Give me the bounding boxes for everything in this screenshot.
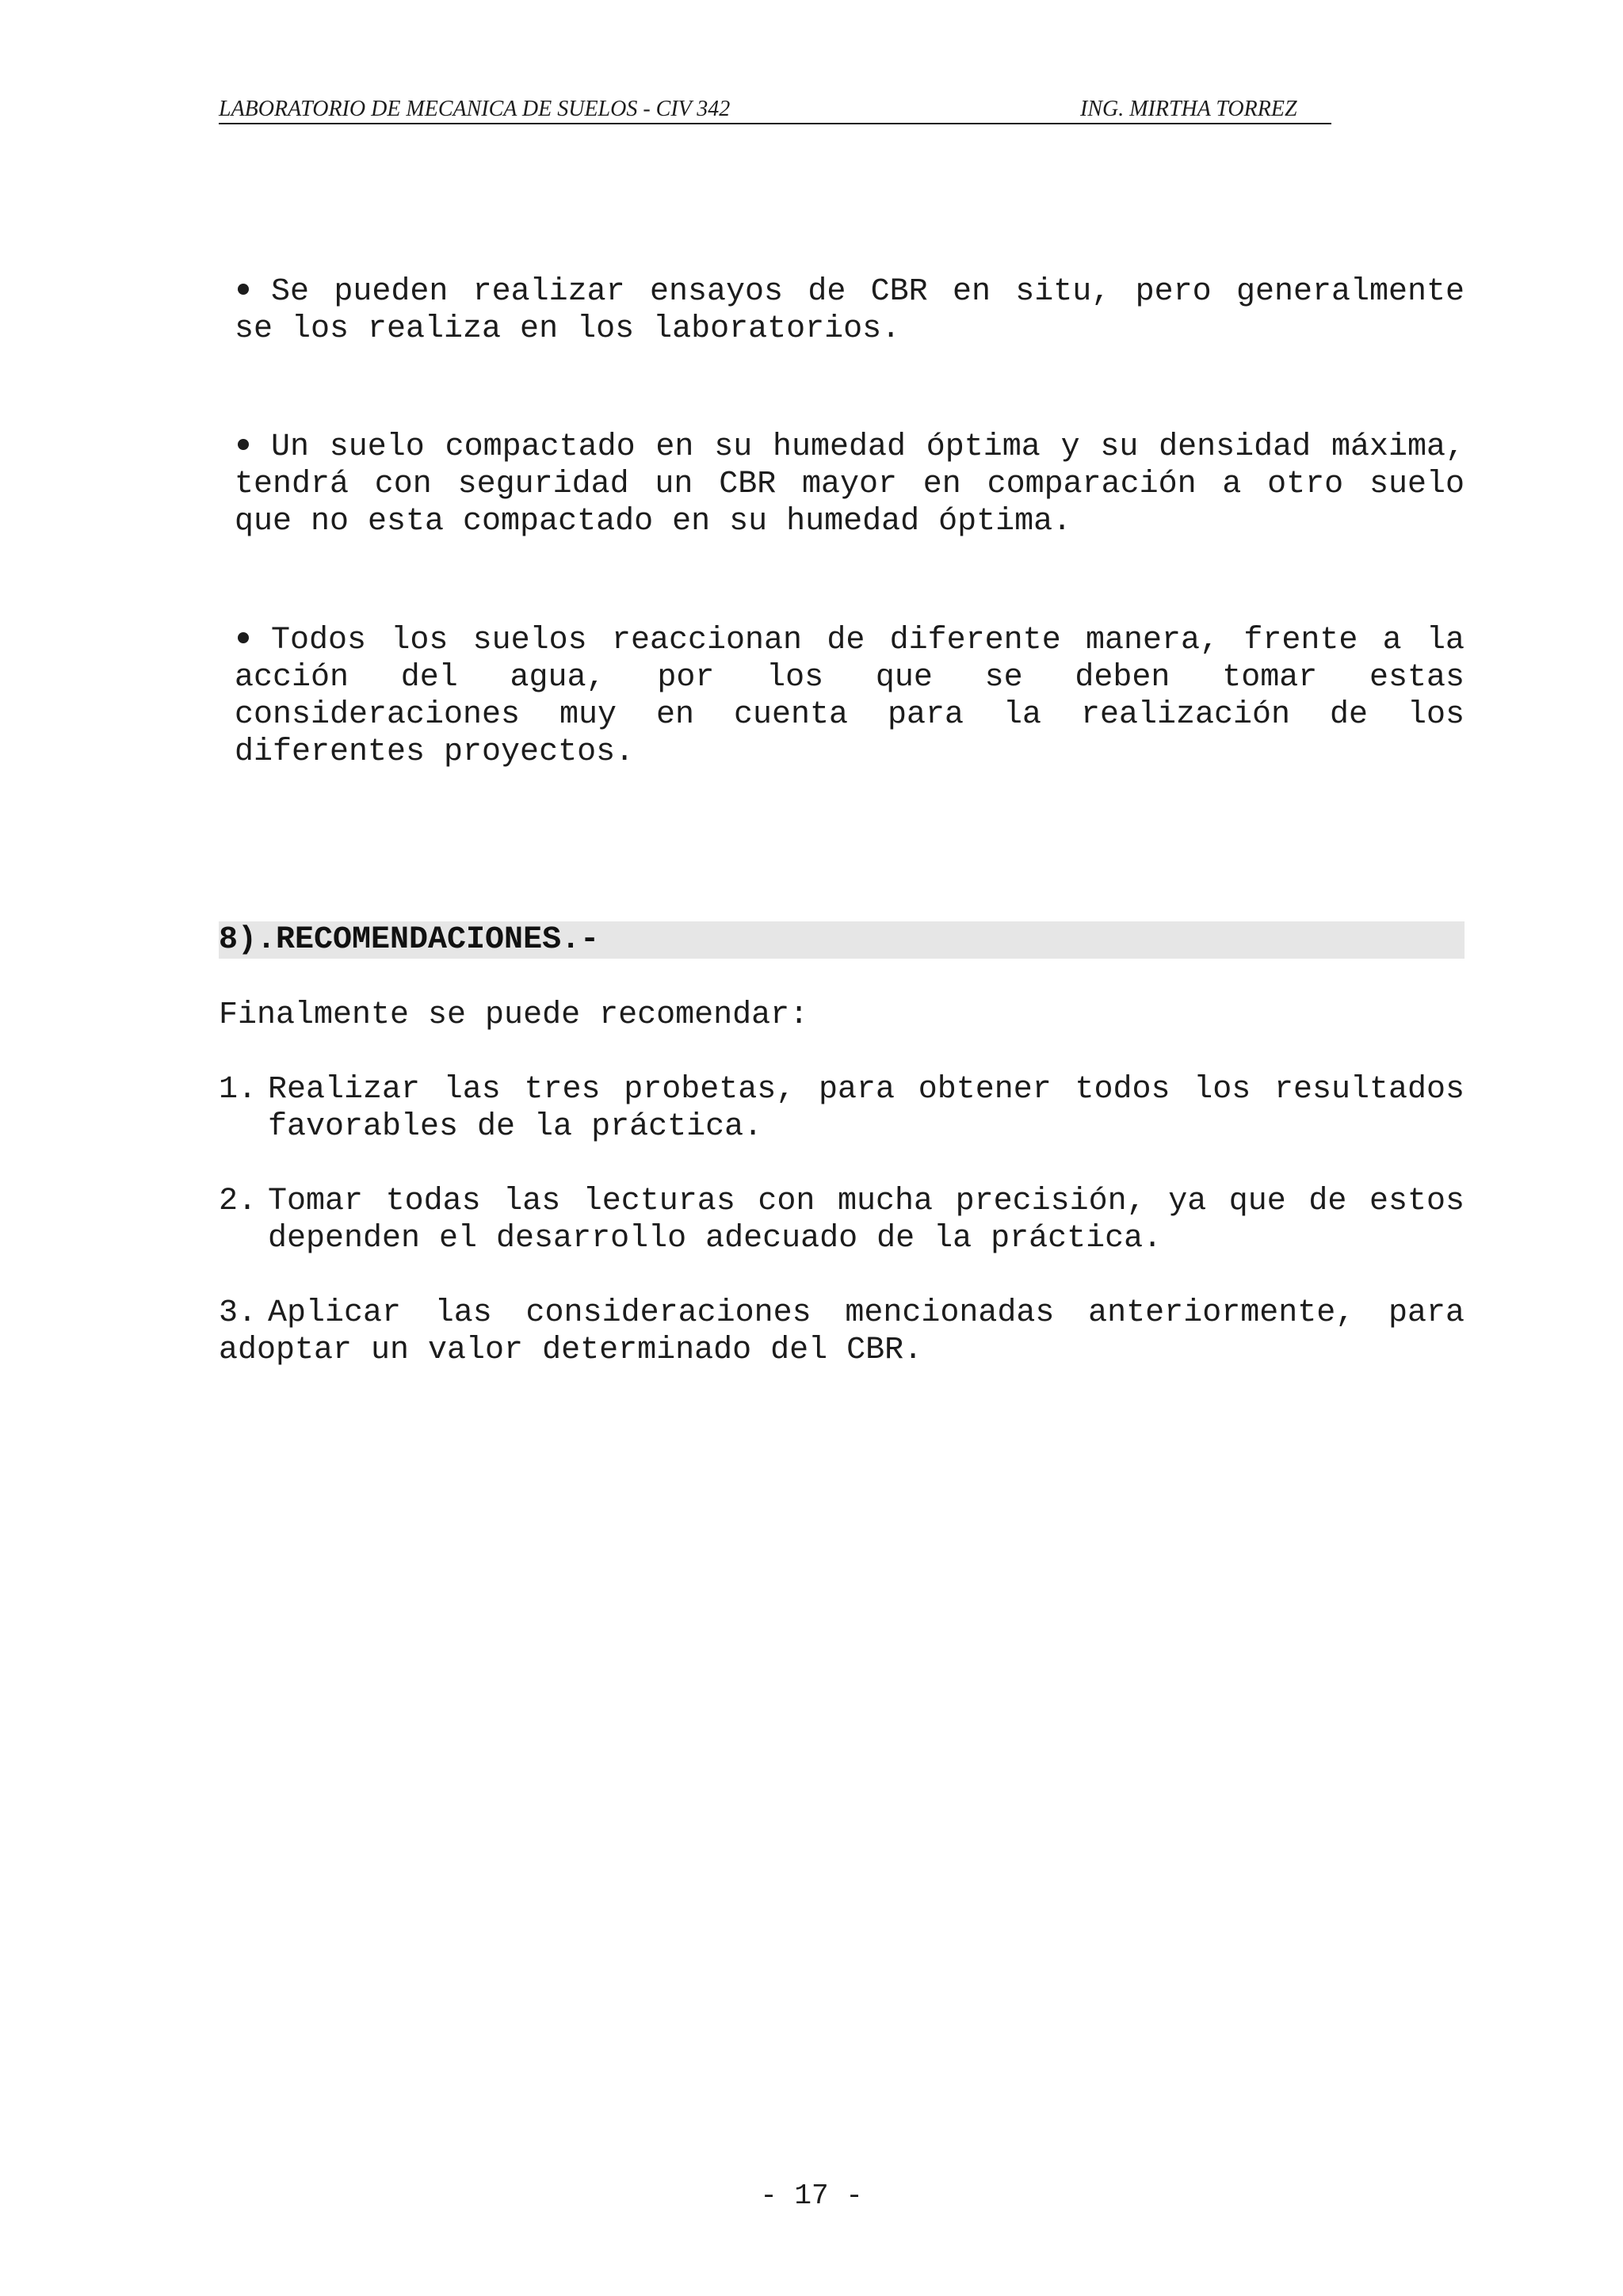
numbered-item	[219, 1183, 1465, 1257]
header-rule	[219, 123, 1331, 124]
bullet-item	[235, 273, 1465, 348]
bullet-icon	[238, 439, 249, 450]
header-course-title: LABORATORIO DE MECANICA DE SUELOS - CIV 342	[219, 97, 731, 121]
section-intro: Finalmente se puede recomendar:	[219, 997, 809, 1033]
bullet-item	[235, 622, 1465, 771]
running-header	[219, 97, 1331, 128]
bullet-item	[235, 429, 1465, 540]
header-instructor: ING. MIRTHA TORREZ	[1080, 97, 1297, 121]
bullet-text: Todos los suelos reaccionan de diferente manera, frente a la acción del agua, por los que se deben tomar estas consideraciones muy en cuenta para la realización de los diferentes proyectos.	[235, 623, 1465, 770]
section-heading: 8).RECOMENDACIONES.-	[219, 921, 1465, 959]
bullet-text: Un suelo compactado en su humedad óptima y su densidad máxima, tendrá con seguridad un CBR mayor en comparación a otro suelo que no esta compactado en su humedad óptima.	[235, 429, 1465, 540]
item-text: Realizar las tres probetas, para obtener todos los resultados favorables de la práctica.	[268, 1072, 1465, 1145]
bullet-icon	[238, 632, 249, 643]
item-text: Aplicar las consideraciones mencionadas anteriormente, para adoptar un valor determinado del CBR.	[219, 1295, 1465, 1368]
item-text: Tomar todas las lecturas con mucha precisión, ya que de estos dependen el desarrollo adecuado de la práctica.	[268, 1184, 1465, 1257]
numbered-item	[219, 1295, 1465, 1369]
page-number: - 17 -	[760, 2180, 863, 2212]
bullet-icon	[238, 284, 249, 295]
numbered-item	[219, 1071, 1465, 1146]
item-number: 1.	[219, 1072, 258, 1108]
bullet-text: Se pueden realizar ensayos de CBR en situ, pero generalmente se los realiza en los laboratorios.	[235, 274, 1465, 347]
item-number: 2.	[219, 1184, 258, 1219]
item-number: 3.	[219, 1295, 258, 1331]
